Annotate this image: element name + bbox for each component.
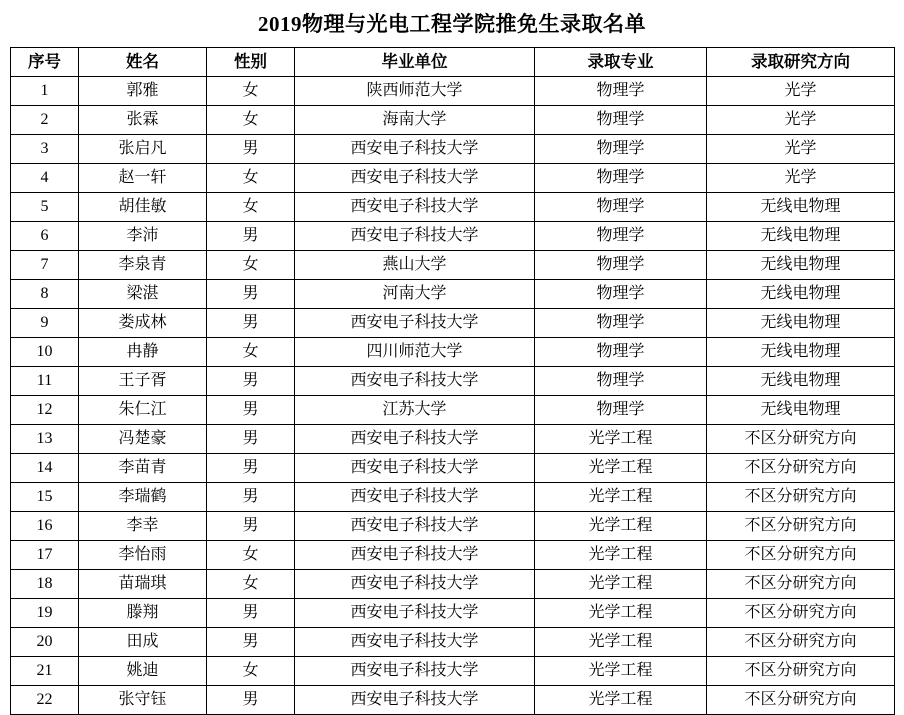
table-row — [11, 454, 895, 483]
cell-index: 12 — [11, 396, 79, 425]
cell-school: 陕西师范大学 — [295, 77, 535, 106]
cell-school: 西安电子科技大学 — [295, 425, 535, 454]
cell-major: 光学工程 — [535, 512, 707, 541]
cell-direction: 不区分研究方向 — [707, 599, 895, 628]
cell-gender: 男 — [207, 628, 295, 657]
cell-major: 物理学 — [535, 309, 707, 338]
table-row — [11, 570, 895, 599]
cell-index: 4 — [11, 164, 79, 193]
cell-direction: 无线电物理 — [707, 251, 895, 280]
column-header-direction: 录取研究方向 — [707, 48, 895, 77]
cell-index: 9 — [11, 309, 79, 338]
cell-school: 河南大学 — [295, 280, 535, 309]
table-row — [11, 425, 895, 454]
cell-major: 物理学 — [535, 106, 707, 135]
cell-school: 西安电子科技大学 — [295, 193, 535, 222]
cell-major: 物理学 — [535, 193, 707, 222]
cell-school: 西安电子科技大学 — [295, 512, 535, 541]
cell-major: 光学工程 — [535, 657, 707, 686]
column-header-name: 姓名 — [79, 48, 207, 77]
cell-school: 西安电子科技大学 — [295, 222, 535, 251]
table-row — [11, 628, 895, 657]
cell-gender: 男 — [207, 454, 295, 483]
cell-name: 李苗青 — [79, 454, 207, 483]
cell-index: 13 — [11, 425, 79, 454]
cell-name: 张启凡 — [79, 135, 207, 164]
cell-gender: 女 — [207, 541, 295, 570]
cell-name: 郭雅 — [79, 77, 207, 106]
cell-gender: 女 — [207, 338, 295, 367]
table-body — [11, 77, 895, 715]
cell-name: 张守钰 — [79, 686, 207, 715]
cell-direction: 无线电物理 — [707, 222, 895, 251]
table-row — [11, 77, 895, 106]
cell-major: 光学工程 — [535, 454, 707, 483]
table-row — [11, 686, 895, 715]
cell-index: 17 — [11, 541, 79, 570]
cell-direction: 不区分研究方向 — [707, 512, 895, 541]
cell-school: 西安电子科技大学 — [295, 454, 535, 483]
table-row — [11, 280, 895, 309]
cell-school: 西安电子科技大学 — [295, 483, 535, 512]
cell-direction: 不区分研究方向 — [707, 628, 895, 657]
cell-school: 西安电子科技大学 — [295, 135, 535, 164]
cell-gender: 男 — [207, 309, 295, 338]
cell-index: 7 — [11, 251, 79, 280]
cell-index: 21 — [11, 657, 79, 686]
cell-major: 物理学 — [535, 338, 707, 367]
cell-major: 物理学 — [535, 251, 707, 280]
cell-gender: 女 — [207, 657, 295, 686]
table-row — [11, 541, 895, 570]
cell-name: 冉静 — [79, 338, 207, 367]
cell-gender: 男 — [207, 599, 295, 628]
cell-major: 物理学 — [535, 222, 707, 251]
cell-name: 李怡雨 — [79, 541, 207, 570]
cell-index: 6 — [11, 222, 79, 251]
cell-gender: 女 — [207, 251, 295, 280]
cell-index: 10 — [11, 338, 79, 367]
cell-index: 14 — [11, 454, 79, 483]
cell-major: 光学工程 — [535, 570, 707, 599]
cell-gender: 男 — [207, 222, 295, 251]
cell-major: 物理学 — [535, 367, 707, 396]
cell-gender: 女 — [207, 77, 295, 106]
cell-school: 江苏大学 — [295, 396, 535, 425]
table-row — [11, 106, 895, 135]
cell-school: 西安电子科技大学 — [295, 599, 535, 628]
page-title: 2019物理与光电工程学院推免生录取名单 — [258, 12, 646, 36]
cell-name: 田成 — [79, 628, 207, 657]
cell-direction: 光学 — [707, 106, 895, 135]
cell-gender: 女 — [207, 570, 295, 599]
cell-direction: 不区分研究方向 — [707, 686, 895, 715]
admission-roster-table — [10, 47, 895, 715]
cell-school: 西安电子科技大学 — [295, 657, 535, 686]
cell-index: 1 — [11, 77, 79, 106]
cell-major: 物理学 — [535, 135, 707, 164]
cell-direction: 不区分研究方向 — [707, 425, 895, 454]
cell-direction: 无线电物理 — [707, 367, 895, 396]
cell-index: 16 — [11, 512, 79, 541]
cell-index: 11 — [11, 367, 79, 396]
cell-major: 物理学 — [535, 280, 707, 309]
cell-school: 西安电子科技大学 — [295, 570, 535, 599]
table-row — [11, 251, 895, 280]
cell-direction: 无线电物理 — [707, 193, 895, 222]
cell-direction: 无线电物理 — [707, 396, 895, 425]
cell-major: 光学工程 — [535, 425, 707, 454]
cell-gender: 男 — [207, 425, 295, 454]
cell-index: 5 — [11, 193, 79, 222]
cell-name: 梁湛 — [79, 280, 207, 309]
cell-direction: 不区分研究方向 — [707, 570, 895, 599]
cell-index: 18 — [11, 570, 79, 599]
table-row — [11, 222, 895, 251]
cell-name: 胡佳敏 — [79, 193, 207, 222]
cell-direction: 光学 — [707, 135, 895, 164]
cell-school: 西安电子科技大学 — [295, 541, 535, 570]
cell-school: 西安电子科技大学 — [295, 309, 535, 338]
cell-name: 王子胥 — [79, 367, 207, 396]
table-row — [11, 657, 895, 686]
table-row — [11, 396, 895, 425]
cell-name: 赵一轩 — [79, 164, 207, 193]
cell-gender: 女 — [207, 164, 295, 193]
cell-direction: 无线电物理 — [707, 309, 895, 338]
cell-direction: 不区分研究方向 — [707, 454, 895, 483]
cell-direction: 无线电物理 — [707, 280, 895, 309]
cell-major: 光学工程 — [535, 541, 707, 570]
cell-direction: 光学 — [707, 164, 895, 193]
cell-gender: 女 — [207, 106, 295, 135]
cell-school: 西安电子科技大学 — [295, 367, 535, 396]
cell-name: 娄成林 — [79, 309, 207, 338]
cell-index: 8 — [11, 280, 79, 309]
cell-index: 2 — [11, 106, 79, 135]
column-header-index: 序号 — [11, 48, 79, 77]
cell-direction: 不区分研究方向 — [707, 541, 895, 570]
cell-gender: 男 — [207, 686, 295, 715]
cell-major: 物理学 — [535, 164, 707, 193]
cell-direction: 光学 — [707, 77, 895, 106]
cell-index: 3 — [11, 135, 79, 164]
cell-school: 四川师范大学 — [295, 338, 535, 367]
table-row — [11, 193, 895, 222]
cell-name: 李泉青 — [79, 251, 207, 280]
cell-gender: 男 — [207, 135, 295, 164]
cell-school: 西安电子科技大学 — [295, 164, 535, 193]
cell-gender: 男 — [207, 483, 295, 512]
cell-name: 姚迪 — [79, 657, 207, 686]
table-row — [11, 135, 895, 164]
table-row — [11, 483, 895, 512]
cell-major: 物理学 — [535, 396, 707, 425]
table-row — [11, 338, 895, 367]
cell-name: 朱仁江 — [79, 396, 207, 425]
cell-major: 光学工程 — [535, 686, 707, 715]
cell-school: 燕山大学 — [295, 251, 535, 280]
cell-direction: 无线电物理 — [707, 338, 895, 367]
cell-school: 西安电子科技大学 — [295, 628, 535, 657]
column-header-gender: 性别 — [207, 48, 295, 77]
cell-index: 22 — [11, 686, 79, 715]
cell-major: 物理学 — [535, 77, 707, 106]
cell-name: 滕翔 — [79, 599, 207, 628]
cell-school: 西安电子科技大学 — [295, 686, 535, 715]
table-row — [11, 367, 895, 396]
cell-direction: 不区分研究方向 — [707, 483, 895, 512]
cell-gender: 男 — [207, 396, 295, 425]
cell-index: 19 — [11, 599, 79, 628]
cell-index: 15 — [11, 483, 79, 512]
cell-name: 李沛 — [79, 222, 207, 251]
cell-gender: 男 — [207, 512, 295, 541]
column-header-school: 毕业单位 — [295, 48, 535, 77]
table-header-row — [11, 48, 895, 77]
cell-major: 光学工程 — [535, 628, 707, 657]
cell-major: 光学工程 — [535, 483, 707, 512]
cell-name: 苗瑞琪 — [79, 570, 207, 599]
column-header-major: 录取专业 — [535, 48, 707, 77]
cell-name: 冯楚豪 — [79, 425, 207, 454]
table-row — [11, 164, 895, 193]
cell-gender: 女 — [207, 193, 295, 222]
cell-index: 20 — [11, 628, 79, 657]
table-row — [11, 512, 895, 541]
cell-major: 光学工程 — [535, 599, 707, 628]
cell-name: 李幸 — [79, 512, 207, 541]
cell-direction: 不区分研究方向 — [707, 657, 895, 686]
cell-school: 海南大学 — [295, 106, 535, 135]
table-header — [11, 48, 895, 77]
cell-name: 张霖 — [79, 106, 207, 135]
cell-gender: 男 — [207, 367, 295, 396]
cell-name: 李瑞鹤 — [79, 483, 207, 512]
table-row — [11, 309, 895, 338]
cell-gender: 男 — [207, 280, 295, 309]
table-row — [11, 599, 895, 628]
